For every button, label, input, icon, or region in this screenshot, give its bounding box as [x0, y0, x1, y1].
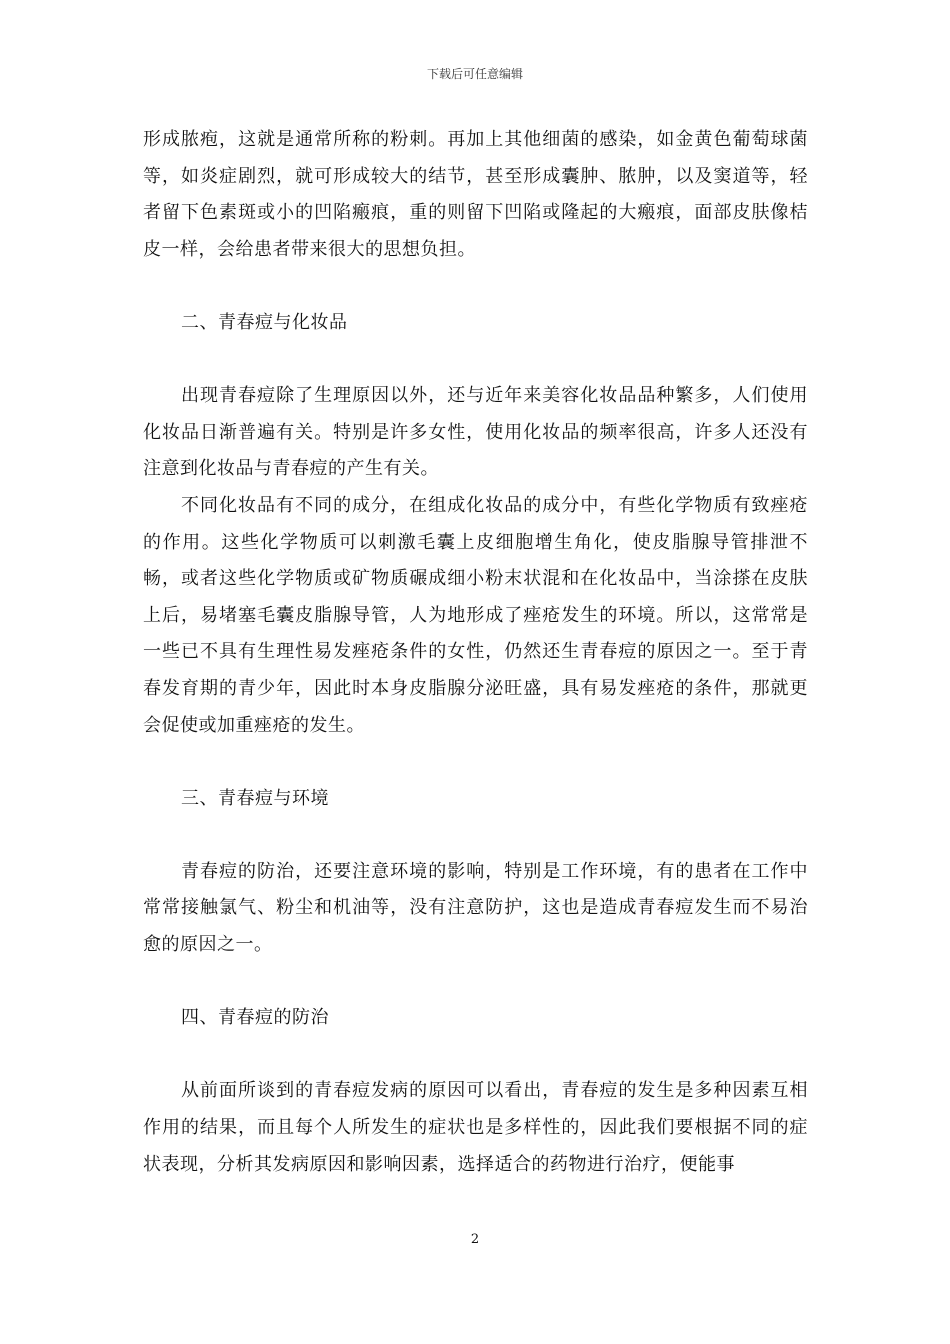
- section-heading-2: 二、青春痘与化妆品: [181, 311, 348, 333]
- spacer: [143, 744, 808, 781]
- paragraph-continuation: 形成脓疱，这就是通常所称的粉刺。再加上其他细菌的感染，如金黄色葡萄球菌等，如炎症剧烈，就可形成较大的结节，甚至形成囊肿、脓肿，以及窦道等，轻者留下色素斑或小的凹陷瘢痕，重的则留下凹陷或隆起的大瘢痕，面部皮肤像桔皮一样，会给患者带来很大的思想负担。: [143, 129, 808, 260]
- spacer: [143, 817, 808, 854]
- section-heading-4: 四、青春痘的防治: [181, 1007, 329, 1029]
- paragraph-environment: 青春痘的防治，还要注意环境的影响，特别是工作环境，有的患者在工作中常常接触氯气、粉尘和机油等，没有注意防护，这也是造成青春痘发生而不易治愈的原因之一。: [143, 860, 808, 956]
- paragraph-cosmetics-ingredients: 不同化妆品有不同的成分，在组成化妆品的成分中，有些化学物质有致痤疮的作用。这些化学物质可以刺激毛囊上皮细胞增生角化，使皮脂腺导管排泄不畅，或者这些化学物质或矿物质碾成细小粉末状混和在化妆品中，当涂搽在皮肤上后，易堵塞毛囊皮脂腺导管，人为地形成了痤疮发生的环境。所以，这常常是一些已不具有生理性易发痤疮条件的女性，仍然还生青春痘的原因之一。至于青春发育期的青少年，因此时本身皮脂腺分泌旺盛，具有易发痤疮的条件，那就更会促使或加重痤疮的发生。: [143, 494, 808, 736]
- paragraph-cosmetics-intro: 出现青春痘除了生理原因以外，还与近年来美容化妆品品种繁多，人们使用化妆品日渐普遍有关。特别是许多女性，使用化妆品的频率很高，许多人还没有注意到化妆品与青春痘的产生有关。: [143, 385, 808, 480]
- spacer: [143, 268, 808, 305]
- section-heading-3: 三、青春痘与环境: [181, 787, 329, 809]
- spacer: [143, 1037, 808, 1074]
- page-number: 2: [470, 1232, 480, 1247]
- spacer: [143, 342, 808, 379]
- spacer: [143, 964, 808, 1001]
- document-body: [143, 122, 808, 1183]
- page-header: 下载后可任意编辑: [426, 67, 523, 81]
- paragraph-prevention: 从前面所谈到的青春痘发病的原因可以看出，青春痘的发生是多种因素互相作用的结果，而且每个人所发生的症状也是多样性的，因此我们要根据不同的症状表现，分析其发病原因和影响因素，选择适合的药物进行治疗，便能事: [143, 1080, 808, 1175]
